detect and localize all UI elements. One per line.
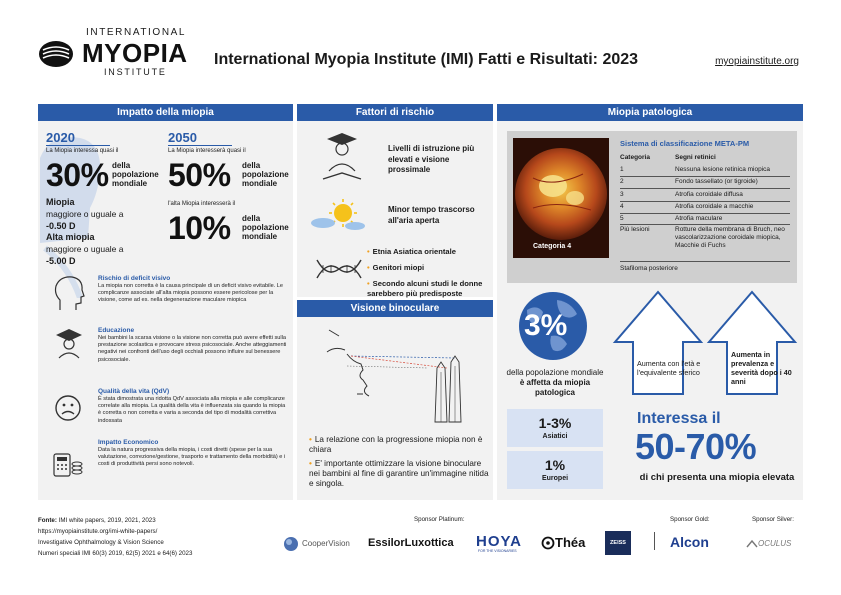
oculus-logo-icon: [746, 539, 758, 549]
sun-clouds-icon: [307, 197, 367, 233]
y2020-intro: La Miopia interessa quasi il: [46, 148, 119, 154]
sponsor-thea: Théa: [555, 535, 586, 550]
risk-factors-panel: [297, 104, 493, 297]
risk-education: Livelli di istruzione più elevati e visione prossimale: [388, 144, 475, 174]
pct3-text: della popolazione mondiale: [506, 368, 604, 377]
sad-face-icon: [54, 394, 82, 422]
risk-genetic-1: • Etnia Asiatica orientale: [367, 247, 456, 256]
binocular-bullet-2: • E' importante ottimizzare la visione binoculare nei bambini al fine di garantire un'immagine nitida e singola.: [309, 459, 489, 488]
y2050-suffix: della popolazione mondiale: [242, 161, 289, 188]
sponsor-alcon: Alcon: [670, 534, 709, 550]
y2020-suffix: della popolazione mondiale: [112, 161, 159, 188]
meta-pm-title: Sistema di classificazione META-PM: [620, 139, 750, 148]
pct3-value: 3%: [524, 309, 568, 342]
meta-row-cat-5: 5: [620, 215, 624, 222]
affects-label: Interessa il: [637, 410, 721, 427]
sponsor-divider: [654, 532, 655, 550]
def-myopia-value: -0.50 D: [46, 221, 76, 231]
binocular-bullet-1: • La relazione con la progressione miopia non è chiara: [309, 435, 483, 454]
risk-visual-body: La miopia non corretta è la causa principale di un deficit visivo evitabile. Le complicanze associate all'alta miopia possono essere pericolose per la visione, come ad es. nella degenerazione maculare miopica: [98, 283, 284, 304]
meta-row-sign-5: Atrofia maculare: [675, 215, 723, 222]
asian-value: 1-3%: [538, 415, 572, 431]
meta-col-signs: Segni retinici: [675, 154, 716, 161]
def-myopia-label: Miopia: [46, 197, 75, 207]
meta-row-sign-2: Fondo tassellato (or tigroide): [675, 178, 758, 185]
meta-row-cat-1: 1: [620, 166, 624, 173]
sponsor-coopervision: CooperVision: [302, 539, 350, 548]
meta-col-category: Categoria: [620, 154, 650, 161]
sponsor-platinum-label: Sponsor Platinum:: [414, 516, 465, 523]
high-suffix: della popolazione mondiale: [242, 214, 289, 241]
logo-sub-text: INSTITUTE: [104, 67, 167, 77]
affects-percent: 50-70%: [635, 426, 757, 467]
logo-main-text: MYOPIA: [82, 38, 188, 68]
def-high-label: Alta miopia: [46, 232, 95, 242]
footer-url[interactable]: https://myopiainstitute.org/imi-white-papers/: [38, 528, 158, 535]
meta-row-cat-4: 4: [620, 203, 624, 210]
student-reading-icon: [319, 131, 365, 181]
impact-heading: Impatto della miopia: [38, 104, 293, 121]
def-myopia-text: maggiore o uguale a: [46, 209, 124, 219]
sponsor-zeiss: ZEISS: [610, 540, 626, 546]
calculator-coins-icon: [52, 450, 84, 478]
meta-row-sign-3: Atrofia coroidale diffusa: [675, 191, 743, 198]
zeiss-logo-box: [605, 531, 631, 555]
year-2020: 2020: [46, 130, 110, 146]
affects-tail: di chi presenta una miopia elevata: [639, 472, 795, 483]
binocular-face-pencil-illustration: [317, 322, 477, 424]
quality-life-body: È stata dimostrata una ridotta QdV associata alla miopia e alle complicanze correlate alla miopia. La qualità della vita è influenzata sia quando la miopia è corretta o non corretta e varia a seconda del tipo di modalità correttiva indossata: [98, 396, 286, 424]
y2050-percent: 50%: [168, 157, 231, 193]
header: [0, 0, 841, 100]
year-2050: 2050: [168, 130, 232, 146]
impact-panel: [38, 104, 293, 500]
meta-row-cat-3: 3: [620, 191, 624, 198]
thea-logo-icon: [541, 534, 555, 550]
coopervision-logo-icon: [283, 536, 299, 552]
risk-heading: Fattori di rischio: [297, 104, 493, 121]
eye-logo-icon: [38, 39, 74, 69]
y2020-percent: 30%: [46, 157, 109, 193]
sponsor-essilor: EssilorLuxottica: [368, 537, 454, 549]
sponsor-hoya-tag: FOR THE VISIONARIES: [478, 549, 517, 553]
euro-label: Europei: [541, 475, 569, 482]
meta-staphyloma: Stafiloma posteriore: [620, 265, 678, 272]
risk-genetic-2: • Genitori miopi: [367, 263, 425, 272]
imi-logo: [38, 27, 188, 77]
binocular-heading: Visione binoculare: [297, 300, 493, 317]
risk-outdoor: Minor tempo trascorso all'aria aperta: [388, 205, 475, 225]
site-link[interactable]: myopiainstitute.org: [715, 56, 799, 67]
sponsor-silver-label: Sponsor Silver:: [752, 516, 794, 523]
risk-genetic-3: • Secondo alcuni studi le donne sarebbero più predisposte: [367, 279, 483, 298]
def-high-text: maggiore o uguale a: [46, 244, 124, 254]
education-title: Educazione: [98, 327, 135, 334]
sponsor-oculus: OCULUS: [758, 539, 792, 548]
euro-stat-box: [507, 451, 603, 489]
head-profile-icon: [52, 274, 86, 314]
asian-stat-box: [507, 409, 603, 447]
fundus-photo: [513, 138, 609, 258]
quality-life-title: Qualità della vita (QdV): [98, 388, 170, 395]
meta-row-sign-1: Nessuna lesione retinica miopica: [675, 166, 771, 173]
risk-visual-title: Rischio di deficit visivo: [98, 275, 171, 282]
footer-source: Fonte: IMI white papers, 2019, 2021, 2023: [38, 517, 156, 524]
arrow2-text: Aumenta in prevalenza e severità dopo i 40 anni: [731, 350, 792, 386]
page-title: International Myopia Institute (IMI) Fatti e Risultati: 2023: [214, 51, 639, 68]
binocular-panel: [297, 300, 493, 500]
sponsor-hoya: HOYA: [476, 533, 522, 550]
pct3-bold: è affetta da miopia patologica: [519, 378, 591, 397]
footer-journal: Investigative Ophthalmology & Vision Science: [38, 539, 164, 546]
patho-heading: Miopia patologica: [497, 104, 803, 121]
dna-icon: [315, 256, 363, 282]
meta-row-cat-2: 2: [620, 178, 624, 185]
meta-row-sign-4: Atrofia coroidale a macchie: [675, 203, 754, 210]
meta-plus-text: Rotture della membrana di Bruch, neo vascolarizzazione coroidale miopica, Macchie di Fuchs: [675, 226, 785, 249]
meta-plus-label: Più lesioni: [620, 226, 650, 233]
pathologic-panel: [497, 104, 803, 500]
fundus-label: Categoria 4: [533, 243, 572, 250]
education-body: Nei bambini la scarsa visione o la visione non corretta può avere effetti sulla prestazione scolastica e provocare stress psicosociale. Anche atteggiamenti negativi nei confronti dell'uso degli occhiali possono influire sul benessere psicosociale.: [98, 335, 287, 363]
graduate-icon: [52, 326, 86, 360]
footer-issues: Numeri speciali IMI 60(3) 2019, 62(5) 2021 e 64(6) 2023: [38, 550, 193, 557]
high-intro: l'alta Miopia interesserà il: [168, 201, 236, 207]
def-high-value: -5.00 D: [46, 256, 76, 266]
y2050-intro: La Miopia interesserà quasi il: [168, 148, 246, 154]
euro-value: 1%: [544, 457, 566, 473]
arrow1-text: Aumenta con l'età e l'equivalente sferico: [637, 359, 701, 377]
economic-title: Impatto Economico: [98, 439, 159, 446]
logo-top-text: INTERNATIONAL: [86, 27, 187, 38]
economic-body: Data la natura progressiva della miopia, i costi diretti (spese per la sua valutazione, correzione/gestione, trasporto e trattamento della morbidità) e i costi di produttività persi sono notevoli.: [98, 447, 286, 468]
high-percent: 10%: [168, 210, 231, 246]
asian-label: Asiatici: [542, 433, 568, 440]
sponsor-gold-label: Sponsor Gold:: [670, 516, 710, 523]
